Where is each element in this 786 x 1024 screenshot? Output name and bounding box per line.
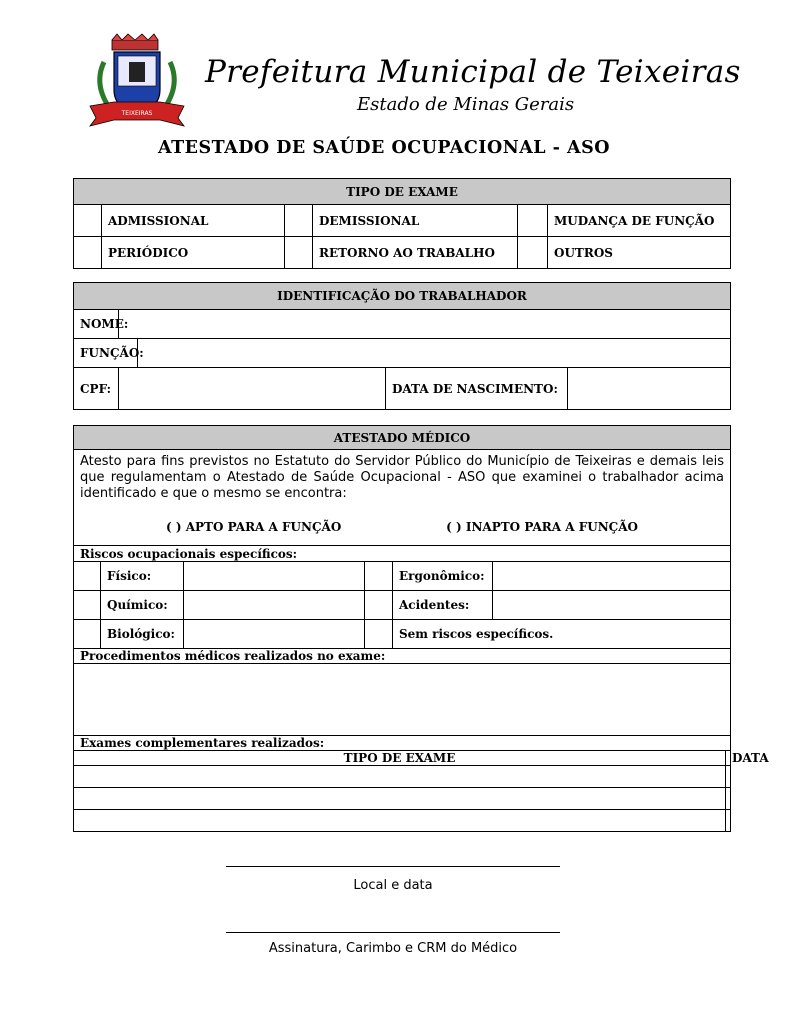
quimico-label: Químico: [101,591,184,620]
inapto-option[interactable]: ( ) INAPTO PARA A FUNÇÃO [446,520,638,534]
mudanca-funcao-label: MUDANÇA DE FUNÇÃO [548,205,731,237]
exame-row-tipo[interactable] [74,810,726,832]
worker-identification-table [73,282,731,410]
fisico-checkbox[interactable] [74,562,101,591]
fisico-field[interactable] [184,562,365,591]
acidentes-checkbox[interactable] [365,591,393,620]
nascimento-label: DATA DE NASCIMENTO: [386,368,568,410]
ergonomico-label: Ergonômico: [393,562,493,591]
quimico-checkbox[interactable] [74,591,101,620]
atestado-heading: ATESTADO MÉDICO [74,426,731,450]
exame-row-data[interactable] [726,810,731,832]
page-title: Prefeitura Municipal de Teixeiras [205,54,741,90]
atestado-text-cell [74,450,731,546]
biologico-label: Biológico: [101,620,184,649]
mudanca-funcao-checkbox[interactable] [518,205,548,237]
ergonomico-field[interactable] [493,562,731,591]
acidentes-label: Acidentes: [393,591,493,620]
local-data-label: Local e data [353,878,433,893]
outros-checkbox[interactable] [518,237,548,269]
exame-row-data[interactable] [726,788,731,810]
nome-field[interactable] [119,310,731,339]
procedimentos-label: Procedimentos médicos realizados no exame: [74,649,731,664]
cpf-label: CPF: [74,368,119,410]
nascimento-field[interactable] [568,368,731,410]
municipal-coat-of-arms [84,32,190,126]
periodico-label: PERIÓDICO [102,237,285,269]
medical-certificate-table [73,425,769,832]
exame-row-tipo[interactable] [74,788,726,810]
col-tipo-exame: TIPO DE EXAME [74,751,726,766]
biologico-checkbox[interactable] [74,620,101,649]
admissional-checkbox[interactable] [74,205,102,237]
cpf-field[interactable] [119,368,386,410]
retorno-trabalho-checkbox[interactable] [285,237,313,269]
atestado-text: Atesto para fins previstos no Estatuto do Servidor Público do Município de Teixeiras e demais leis que regulamentam o Atestado de Saúde Ocupacional - ASO que examinei o trabalhador acima identificado e que o mesmo se encontra: [80,454,724,501]
admissional-label: ADMISSIONAL [102,205,285,237]
riscos-label: Riscos ocupacionais específicos: [74,546,731,562]
quimico-field[interactable] [184,591,365,620]
funcao-label: FUNÇÃO: [74,339,138,368]
nome-label: NOME: [74,310,119,339]
exam-type-table [73,178,731,269]
sem-riscos-checkbox[interactable] [365,620,393,649]
document-title: ATESTADO DE SAÚDE OCUPACIONAL - ASO [157,138,610,158]
signature-line[interactable] [226,932,560,933]
apto-option[interactable]: ( ) APTO PARA A FUNÇÃO [166,520,342,534]
exame-row-data[interactable] [726,766,731,788]
local-data-line[interactable] [226,866,560,867]
exames-label: Exames complementares realizados: [74,736,731,751]
funcao-field[interactable] [138,339,731,368]
signature-label: Assinatura, Carimbo e CRM do Médico [268,941,518,956]
exam-type-heading: TIPO DE EXAME [74,179,731,205]
page-subtitle: Estado de Minas Gerais [357,94,575,115]
retorno-trabalho-label: RETORNO AO TRABALHO [313,237,518,269]
col-data: DATA [726,751,731,766]
outros-label: OUTROS [548,237,731,269]
periodico-checkbox[interactable] [74,237,102,269]
acidentes-field[interactable] [493,591,731,620]
fisico-label: Físico: [101,562,184,591]
biologico-field[interactable] [184,620,365,649]
logo-ribbon-text: TEIXEIRAS [121,110,153,117]
demissional-label: DEMISSIONAL [313,205,518,237]
exame-row-tipo[interactable] [74,766,726,788]
sem-riscos-label: Sem riscos específicos. [393,620,731,649]
procedimentos-field[interactable] [74,664,731,736]
demissional-checkbox[interactable] [285,205,313,237]
identification-heading: IDENTIFICAÇÃO DO TRABALHADOR [74,283,731,310]
ergonomico-checkbox[interactable] [365,562,393,591]
